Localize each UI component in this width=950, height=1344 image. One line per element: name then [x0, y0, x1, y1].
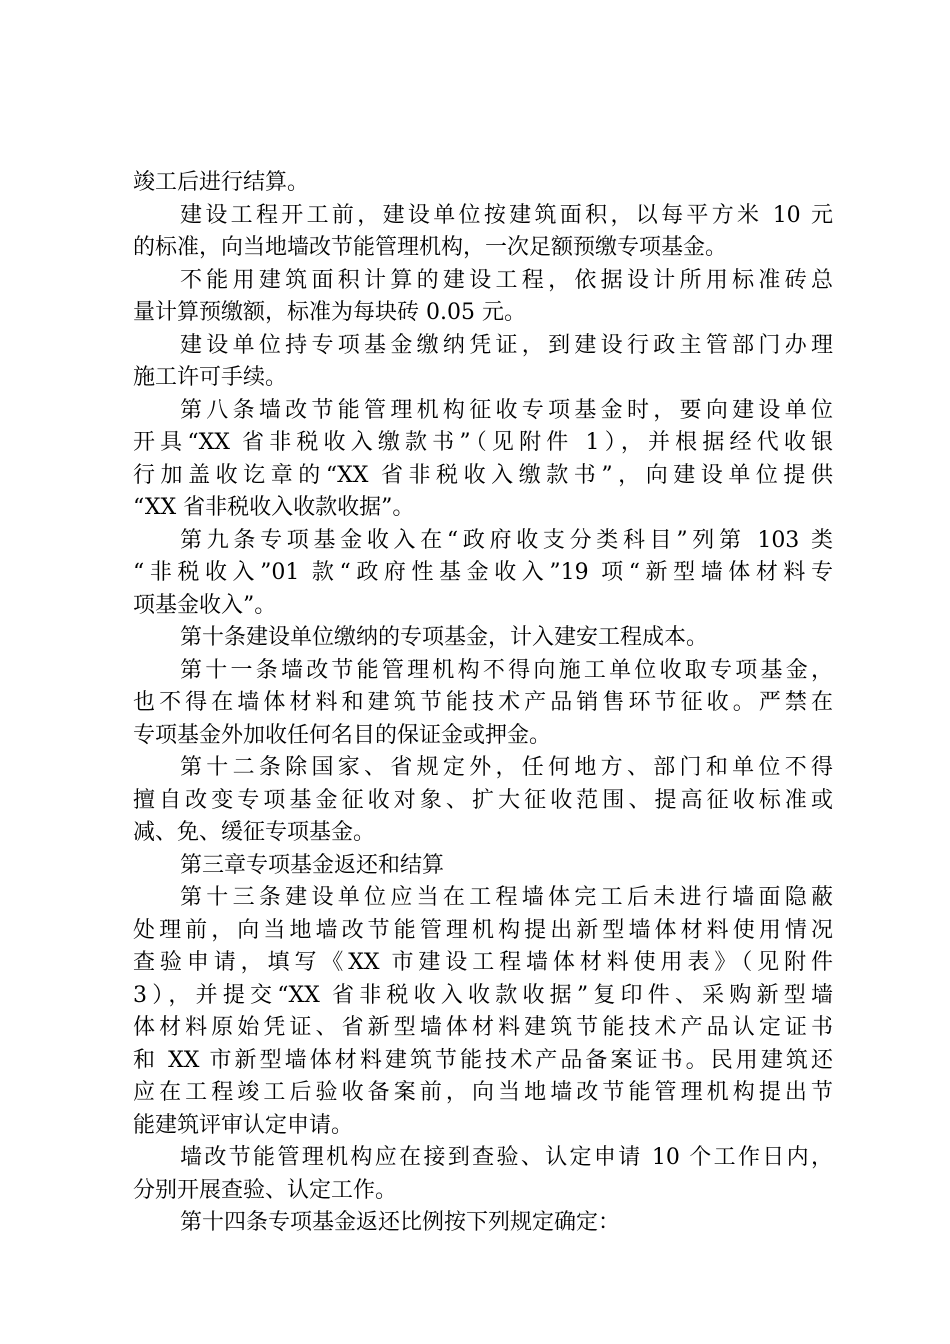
text-line: 第十四条专项基金返还比例按下列规定确定：	[180, 1210, 621, 1235]
text-line: 第十二条除国家、省规定外，任何地方、部门和单位不得	[180, 755, 833, 780]
document-page	[133, 167, 833, 1240]
text-line: 能建筑评审认定申请。	[133, 1112, 354, 1138]
text-line: 第十三条建设单位应当在工程墙体完工后未进行墙面隐蔽	[180, 885, 833, 910]
text-line: 第八条墙改节能管理机构征收专项基金时，要向建设单位	[180, 397, 833, 423]
text-line: 处理前，向当地墙改节能管理机构提出新型墙体材料使用情况	[133, 917, 833, 943]
text-line: 应在工程竣工后验收备案前，向当地墙改节能管理机构提出节	[133, 1080, 833, 1105]
text-line: 开具“XX 省非税收入缴款书”（见附件 1），并根据经代收银	[133, 430, 833, 455]
text-line: 第十一条墙改节能管理机构不得向施工单位收取专项基金，	[180, 657, 833, 683]
text-line: 查验申请，填写《XX 市建设工程墙体材料使用表》（见附件	[133, 950, 833, 975]
text-line: 也不得在墙体材料和建筑节能技术产品销售环节征收。严禁在	[133, 690, 833, 715]
text-line: 不能用建筑面积计算的建设工程，依据设计所用标准砖总	[180, 267, 833, 293]
text-line: 减、免、缓征专项基金。	[133, 820, 376, 845]
text-line: 擅自改变专项基金征收对象、扩大征收范围、提高征收标准或	[133, 787, 833, 813]
text-line: 项基金收入”。	[133, 592, 277, 618]
text-line: 施工许可手续。	[133, 365, 288, 390]
text-line: “XX 省非税收入收款收据”。	[133, 495, 415, 520]
text-line: 体材料原始凭证、省新型墙体材料建筑节能技术产品认定证书	[133, 1015, 833, 1040]
text-line: 量计算预缴额，标准为每块砖 0.05 元。	[133, 300, 526, 325]
text-line: 行加盖收讫章的“XX 省非税收入缴款书”，向建设单位提供	[133, 462, 833, 488]
text-line: 分别开展查验、认定工作。	[133, 1177, 398, 1203]
text-line: 和 XX 市新型墙体材料建筑节能技术产品备案证书。民用建筑还	[133, 1047, 833, 1073]
text-line: “非税收入”01 款“政府性基金收入”19 项“新型墙体材料专	[133, 560, 833, 585]
text-line: 第三章专项基金返还和结算	[180, 852, 445, 878]
text-line: 建设单位持专项基金缴纳凭证，到建设行政主管部门办理	[180, 332, 833, 358]
text-line: 竣工后进行结算。	[133, 170, 310, 195]
text-line: 3），并提交“XX 省非税收入收款收据”复印件、采购新型墙	[133, 982, 833, 1008]
text-line: 第九条专项基金收入在“政府收支分类科目”列第 103 类	[180, 527, 833, 553]
text-line: 的标准，向当地墙改节能管理机构，一次足额预缴专项基金。	[133, 235, 728, 260]
text-line: 专项基金外加收任何名目的保证金或押金。	[133, 722, 552, 748]
text-line: 建设工程开工前，建设单位按建筑面积，以每平方米 10 元	[180, 202, 833, 228]
text-line: 第十条建设单位缴纳的专项基金，计入建安工程成本。	[180, 625, 709, 650]
text-line: 墙改节能管理机构应在接到查验、认定申请 10 个工作日内，	[180, 1145, 833, 1170]
